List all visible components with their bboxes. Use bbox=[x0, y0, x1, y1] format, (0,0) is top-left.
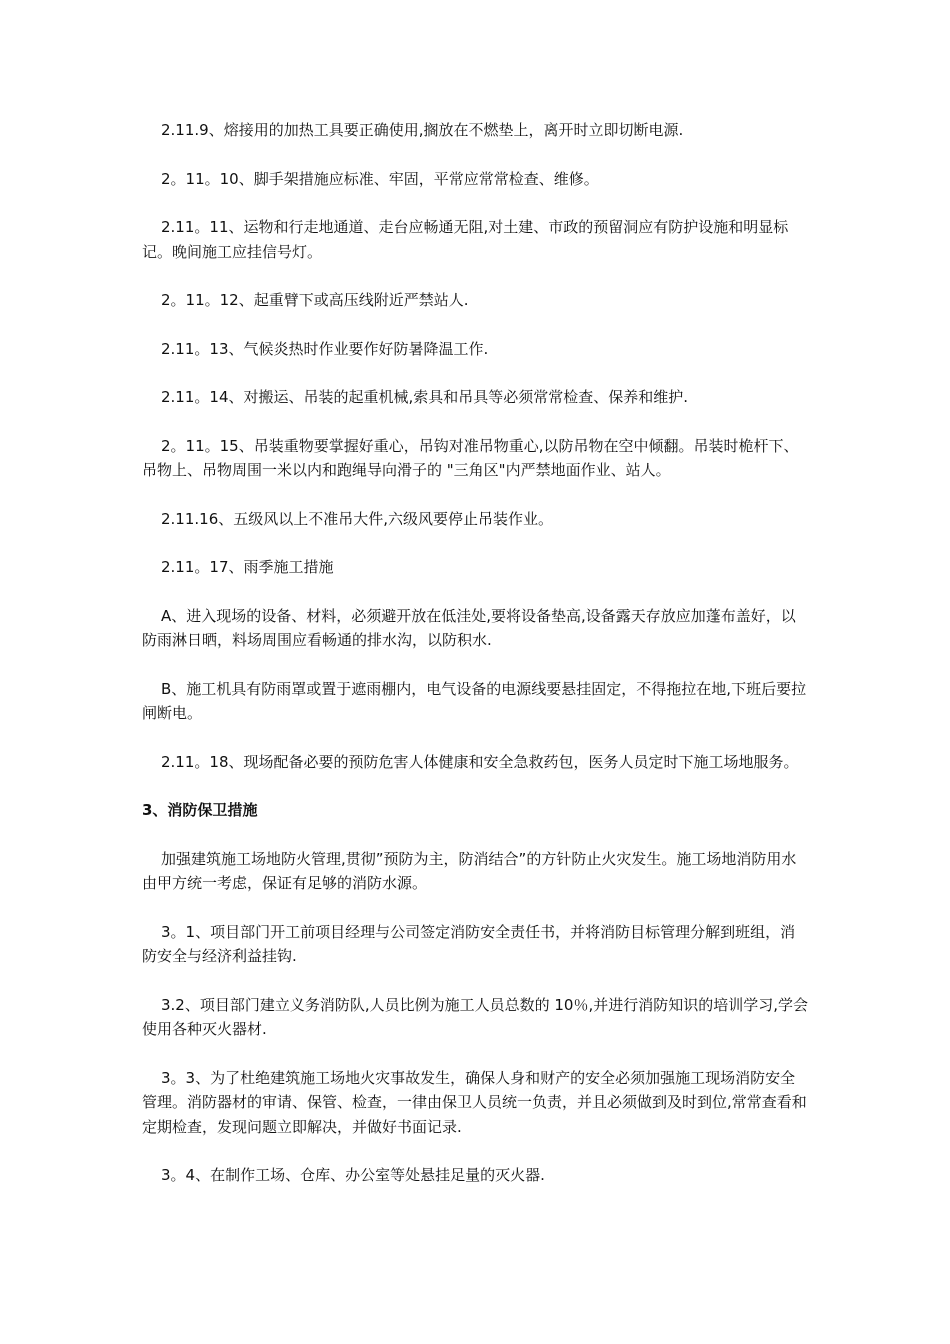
paragraph-2-11-10: 2。11。10、脚手架措施应标准、牢固，平常应常常检查、维修。 bbox=[161, 169, 599, 188]
paragraph-2-11-12: 2。11。12、起重臂下或高压线附近严禁站人. bbox=[161, 291, 469, 309]
paragraph-2-11-13: 2.11。13、气候炎热时作业要作好防暑降温工作. bbox=[161, 339, 489, 358]
paragraph-fire-intro: 加强建筑施工场地防火管理,贯彻”预防为主，防消结合”的方针防止火灾发生。施工场地消防用水由甲方统一考虑，保证有足够的消防水源。 bbox=[142, 849, 797, 892]
paragraph-item-b: B、施工机具有防雨罩或置于遮雨棚内，电气设备的电源线要悬挂固定，不得拖拉在地,下班后要拉闸断电。 bbox=[142, 679, 807, 722]
paragraph-3-1: 3。1、项目部门开工前项目经理与公司签定消防安全责任书，并将消防目标管理分解到班组，消防安全与经济利益挂钩. bbox=[142, 922, 796, 965]
paragraph-2-11-11: 2.11。11、运物和行走地通道、走台应畅通无阻,对土建、市政的预留洞应有防护设施和明显标记。晚间施工应挂信号灯。 bbox=[142, 218, 789, 261]
paragraph-3-3: 3。3、为了杜绝建筑施工场地火灾事故发生，确保人身和财产的安全必须加强施工现场消防安全管理。消防器材的审请、保管、检查，一律由保卫人员统一负责，并且必须做到及时到位,常常查看和定期检查，发现问题立即解决，并做好书面记录. bbox=[142, 1068, 807, 1136]
paragraph-2-11-9: 2.11.9、熔接用的加热工具要正确使用,搁放在不燃垫上，离开时立即切断电源. bbox=[161, 121, 684, 139]
paragraph-3-4: 3。4、在制作工场、仓库、办公室等处悬挂足量的灭火器. bbox=[161, 1166, 545, 1184]
paragraph-2-11-14: 2.11。14、对搬运、吊装的起重机械,索具和吊具等必须常常检查、保养和维护. bbox=[161, 388, 689, 406]
paragraph-item-a: A、进入现场的设备、材料，必须避开放在低洼处,要将设备垫高,设备露天存放应加蓬布盖好，以防雨淋日晒，料场周围应看畅通的排水沟，以防积水. bbox=[142, 606, 796, 649]
paragraph-2-11-17: 2.11。17、雨季施工措施 bbox=[161, 558, 334, 576]
section-heading: 3、消防保卫措施 bbox=[142, 801, 258, 819]
paragraph-3-2: 3.2、项目部门建立义务消防队,人员比例为施工人员总数的 10％,并进行消防知识的培训学习,学会使用各种灭火器材. bbox=[142, 995, 809, 1038]
paragraph-2-11-15: 2。11。15、吊装重物要掌握好重心，吊钩对准吊物重心,以防吊物在空中倾翻。吊装时桅杆下、吊物上、吊物周围一米以内和跑绳导向滑子的 "三角区"内严禁地面作业、站人。 bbox=[142, 436, 799, 479]
document-page bbox=[142, 118, 810, 1212]
paragraph-2-11-18: 2.11。18、现场配备必要的预防危害人体健康和安全急救药包，医务人员定时下施工场地服务。 bbox=[161, 752, 799, 771]
paragraph-2-11-16: 2.11.16、五级风以上不准吊大件,六级风要停止吊装作业。 bbox=[161, 509, 554, 528]
